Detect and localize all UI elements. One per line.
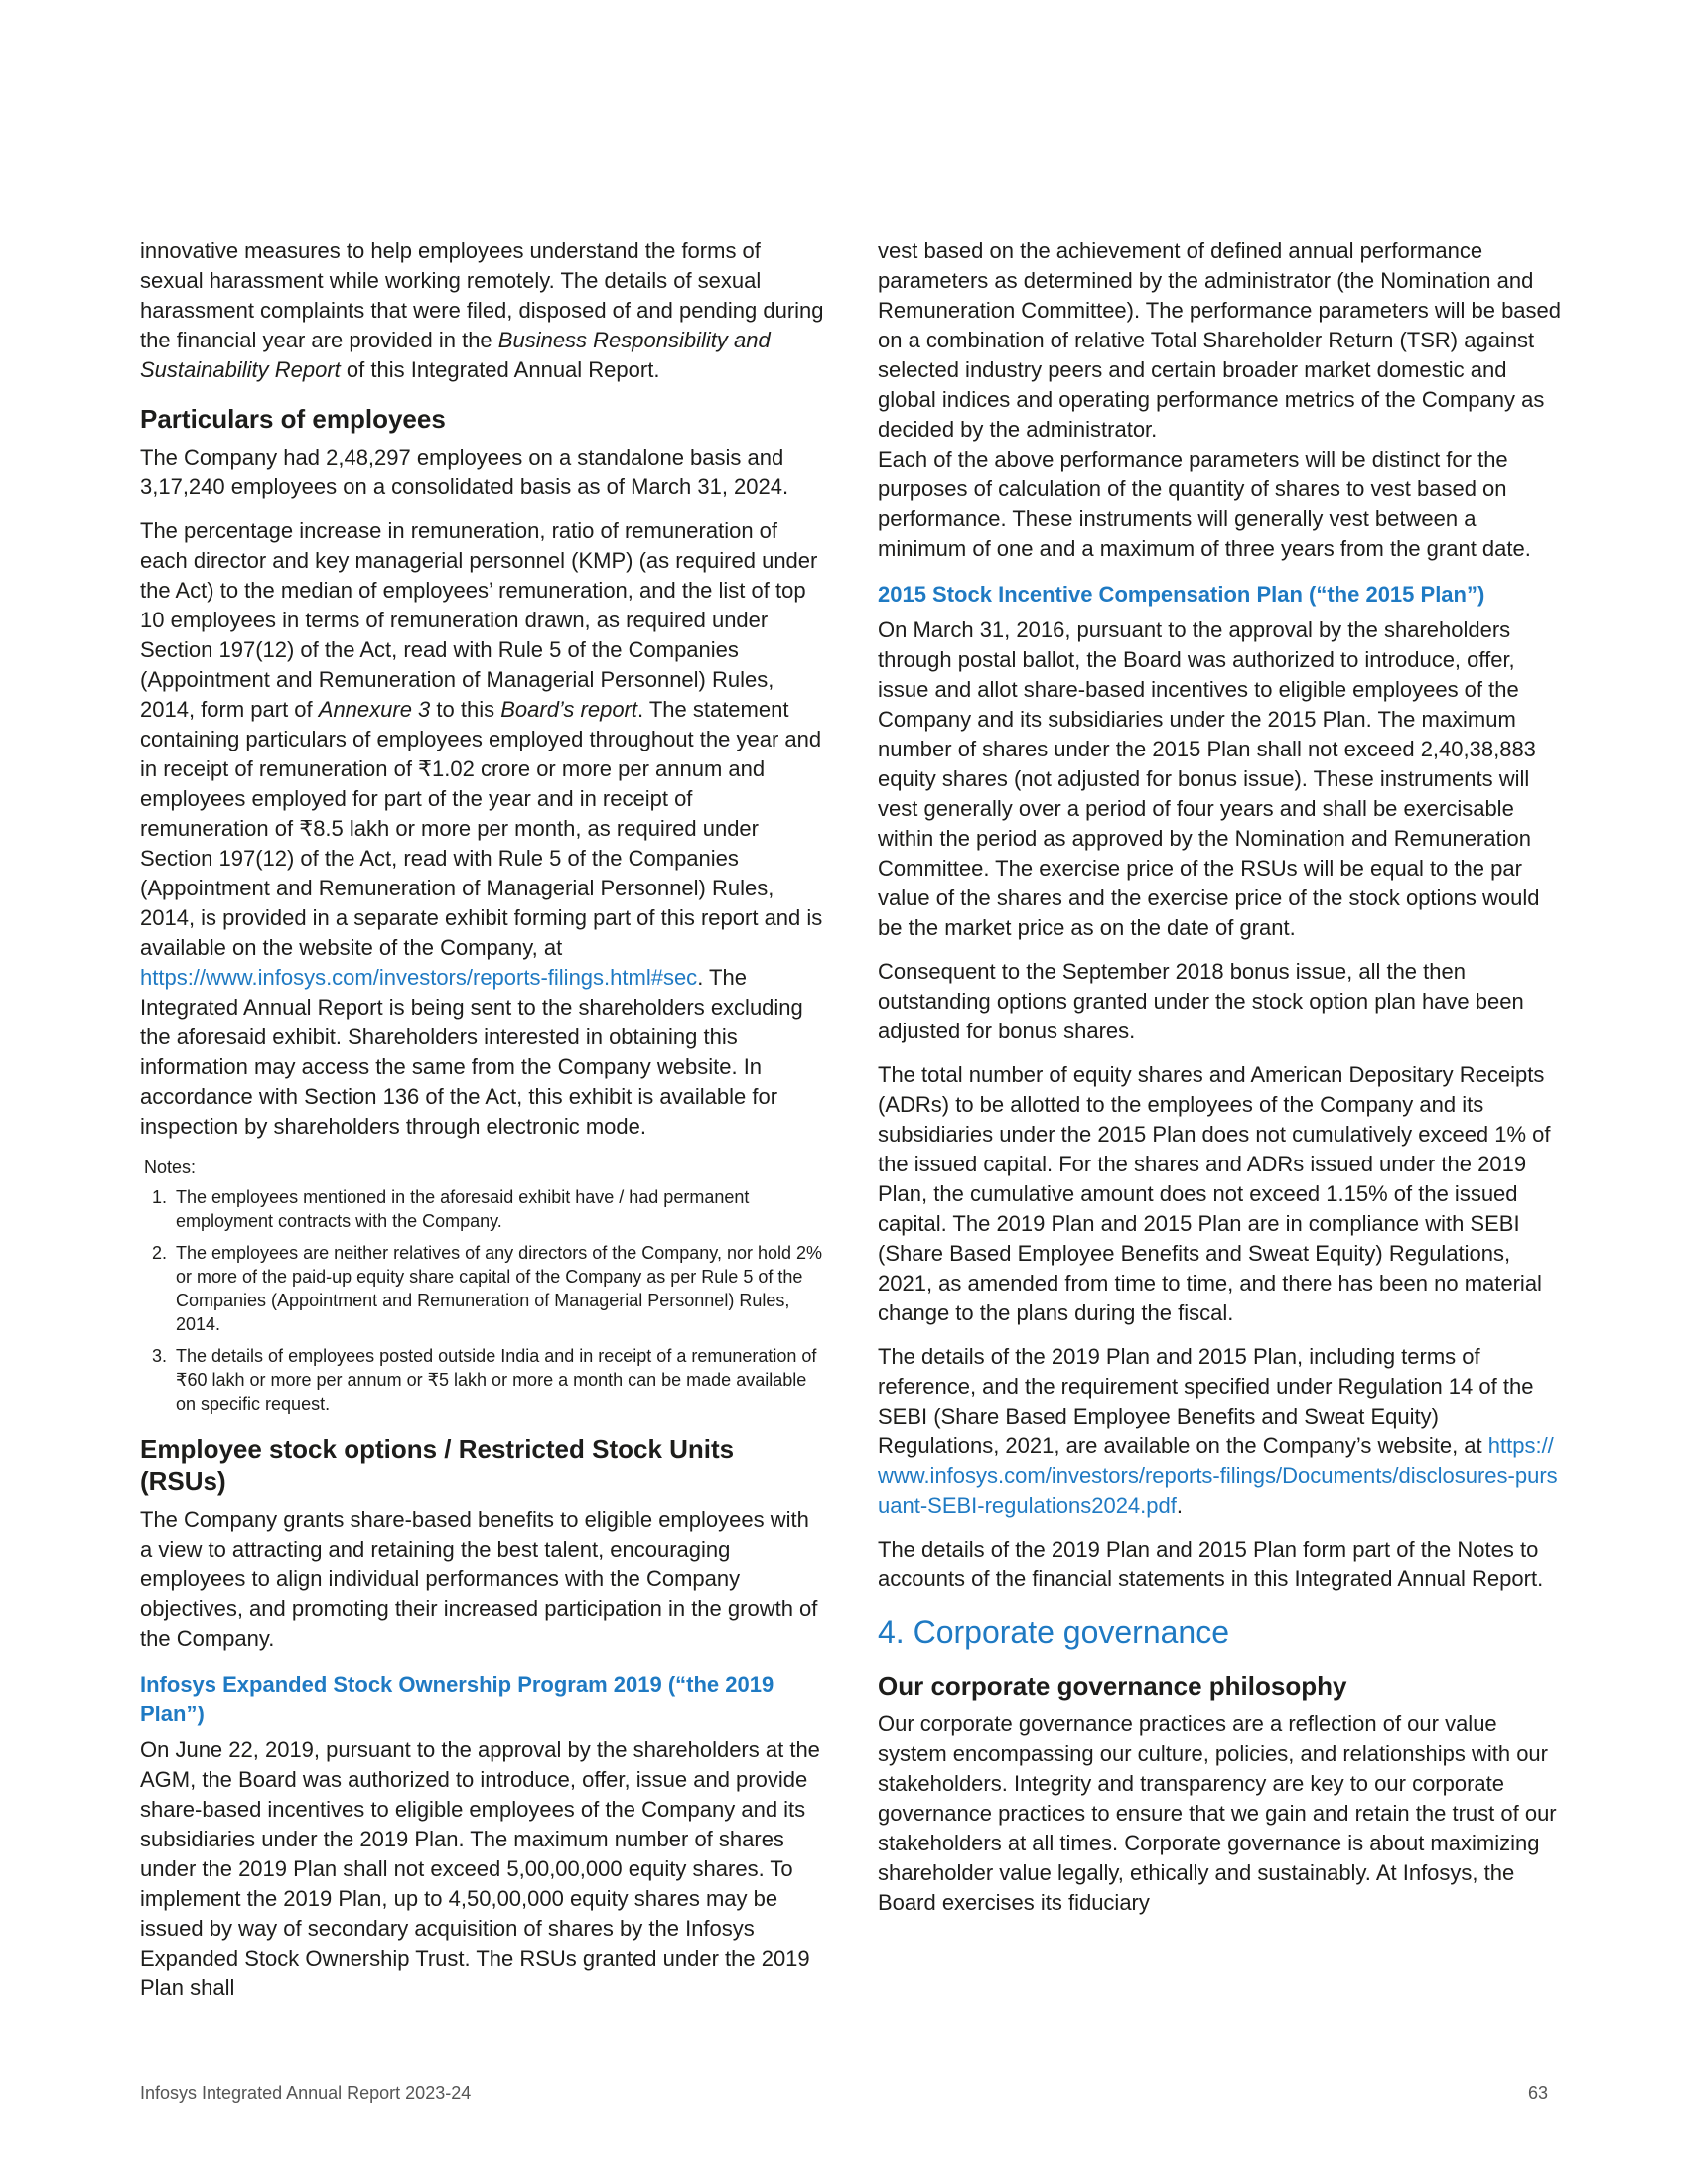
notes-block xyxy=(144,1156,825,1416)
notes-title: Notes: xyxy=(144,1158,197,1177)
paragraph-plan-details: The details of the 2019 Plan and 2015 Plan, including terms of reference, and the requirement specified under Regulation 14 of the SEBI (Share Based Employee Benefits and Sweat Equity) Regulations, 2021, are available on the Company’s website, at https://www.infosys.com/investors/reports-filings/Documents/disclosures-pursuant-SEBI-regulations2024.pdf. xyxy=(878,1344,1558,1518)
note-item: 3. The details of employees posted outside India and in receipt of a remuneration of ₹60 lakh or more per annum or ₹5 lakh or more a month can be made available on specific request. xyxy=(172,1344,825,1416)
heading-governance-philosophy: Our corporate governance philosophy xyxy=(878,1671,1347,1701)
link-reports-filings[interactable]: https://www.infosys.com/investors/reports-filings.html#sec xyxy=(140,965,698,990)
heading-2019-plan: Infosys Expanded Stock Ownership Program 2019 (“the 2019 Plan”) xyxy=(140,1672,774,1726)
paragraph-adr-allotment: The total number of equity shares and American Depositary Receipts (ADRs) to be allotted to the employees of the Company and its subsidiaries under the 2015 Plan does not cumulatively exceed 1% of the issued capital. For the shares and ADRs issued under the 2019 Plan, the cumulative amount does not exceed 1.15% of the issued capital. The 2019 Plan and 2015 Plan are in compliance with SEBI (Share Based Employee Benefits and Sweat Equity) Regulations, 2021, as amended from time to time, and there has been no material change to the plans during the fiscal. xyxy=(878,1062,1551,1325)
footer-page-number: 63 xyxy=(1527,2083,1548,2103)
footer-report-title: Infosys Integrated Annual Report 2023-24 xyxy=(140,2083,472,2103)
paragraph-performance-parameters: Each of the above performance parameters will be distinct for the purposes of calculation of the quantity of shares to vest based on performance. These instruments will generally vest between a minimum of one and a maximum of three years from the grant date. xyxy=(878,447,1531,561)
heading-2015-plan: 2015 Stock Incentive Compensation Plan (“the 2015 Plan”) xyxy=(878,582,1485,607)
paragraph-2019-plan: On June 22, 2019, pursuant to the approval by the shareholders at the AGM, the Board was authorized to introduce, offer, issue and provide share-based incentives to eligible employees of the Company and its subsidiaries under the 2019 Plan. The maximum number of shares under the 2019 Plan shall not exceed 5,00,00,000 equity shares. To implement the 2019 Plan, up to 4,50,00,000 equity shares may be issued by way of secondary acquisition of shares by the Infosys Expanded Stock Ownership Trust. The RSUs granted under the 2019 Plan shall xyxy=(140,1737,820,2000)
notes-list xyxy=(144,1185,825,1416)
right-column xyxy=(878,236,1563,1918)
note-item: 1. The employees mentioned in the aforesaid exhibit have / had permanent employment contracts with the Company. xyxy=(172,1185,825,1233)
heading-employee-stock-options: Employee stock options / Restricted Stock Units (RSUs) xyxy=(140,1434,735,1496)
section-title-corporate-governance: 4. Corporate governance xyxy=(878,1614,1229,1650)
heading-particulars-of-employees: Particulars of employees xyxy=(140,404,446,434)
left-column xyxy=(140,236,825,2003)
paragraph-vesting-parameters: vest based on the achievement of defined annual performance parameters as determined by the administrator (the Nomination and Remuneration Committee). The performance parameters will be based on a combination of relative Total Shareholder Return (TSR) against selected industry peers and certain broader market domestic and global indices and operating performance metrics of the Company as decided by the administrator. xyxy=(878,238,1562,442)
paragraph-notes-to-accounts: The details of the 2019 Plan and 2015 Plan form part of the Notes to accounts of the financial statements in this Integrated Annual Report. xyxy=(878,1537,1544,1591)
paragraph-harassment: innovative measures to help employees understand the forms of sexual harassment while working remotely. The details of sexual harassment complaints that were filed, disposed of and pending during the financial year are provided in the Business Responsibility and Sustainability Report of this Integrated Annual Report. xyxy=(140,238,824,382)
paragraph-bonus-issue: Consequent to the September 2018 bonus issue, all the then outstanding options granted under the stock option plan have been adjusted for bonus shares. xyxy=(878,959,1524,1043)
paragraph-2015-plan: On March 31, 2016, pursuant to the approval by the shareholders through postal ballot, the Board was authorized to introduce, offer, issue and allot share-based incentives to eligible employees of the Company and its subsidiaries under the 2015 Plan. The maximum number of shares under the 2015 Plan shall not exceed 2,40,38,883 equity shares (not adjusted for bonus issue). These instruments will vest generally over a period of four years and shall be exercisable within the period as approved by the Nomination and Remuneration Committee. The exercise price of the RSUs will be equal to the par value of the shares and the exercise price of the stock options would be the market price as on the date of grant. xyxy=(878,617,1540,940)
paragraph-remuneration: The percentage increase in remuneration, ratio of remuneration of each director and key managerial personnel (KMP) (as required under the Act) to the median of employees’ remuneration, and the list of top 10 employees in terms of remuneration drawn, as required under Section 197(12) of the Act, read with Rule 5 of the Companies (Appointment and Remuneration of Managerial Personnel) Rules, 2014, form part of Annexure 3 to this Board’s report. The statement containing particulars of employees employed throughout the year and in receipt of remuneration of ₹1.02 crore or more per annum and employees employed for part of the year and in receipt of remuneration of ₹8.5 lakh or more per month, as required under Section 197(12) of the Act, read with Rule 5 of the Companies (Appointment and Remuneration of Managerial Personnel) Rules, 2014, is provided in a separate exhibit forming part of this report and is available on the website of the Company, at https://www.infosys.com/investors/reports-filings.html#sec. The Integrated Annual Report is being sent to the shareholders excluding the aforesaid exhibit. Shareholders interested in obtaining this information may access the same from the Company website. In accordance with Section 136 of the Act, this exhibit is available for inspection by shareholders through electronic mode. xyxy=(140,518,823,1139)
paragraph-governance-philosophy: Our corporate governance practices are a reflection of our value system encompassing our culture, policies, and relationships with our stakeholders. Integrity and transparency are key to our corporate governance practices to ensure that we gain and retain the trust of our stakeholders at all times. Corporate governance is about maximizing shareholder value legally, ethically and sustainably. At Infosys, the Board exercises its fiduciary xyxy=(878,1711,1557,1915)
link-sebi-disclosures[interactable]: https://www.infosys.com/investors/reports-filings/Documents/disclosures-pursuant-SEBI-regulations2024.pdf xyxy=(878,1433,1558,1518)
paragraph-employee-count: The Company had 2,48,297 employees on a standalone basis and 3,17,240 employees on a consolidated basis as of March 31, 2024. xyxy=(140,445,789,499)
paragraph-share-based-benefits: The Company grants share-based benefits to eligible employees with a view to attracting and retaining the best talent, encouraging employees to align individual performances with the Company objectives, and promoting their increased participation in the growth of the Company. xyxy=(140,1507,818,1651)
note-item: 2. The employees are neither relatives of any directors of the Company, nor hold 2% or more of the paid-up equity share capital of the Company as per Rule 5 of the Companies (Appointment and Remuneration of Managerial Personnel) Rules, 2014. xyxy=(172,1241,825,1336)
